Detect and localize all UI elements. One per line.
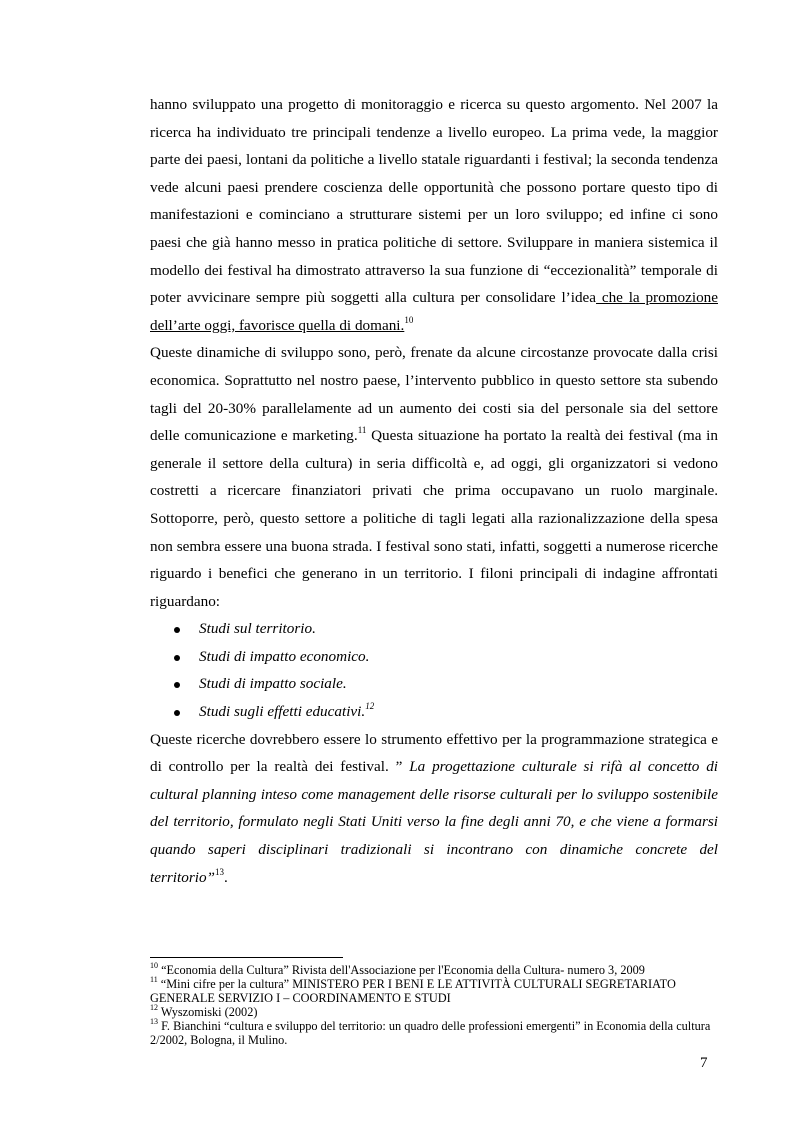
footnote-text: “Economia della Cultura” Rivista dell'Associazione per l'Economia della Cultura- numero 3, 2009 bbox=[158, 963, 645, 977]
paragraph-3 bbox=[150, 726, 718, 892]
list-item bbox=[172, 643, 718, 671]
list-item-text: Studi di impatto economico. bbox=[199, 647, 370, 665]
footnote-text: Wyszomiski (2002) bbox=[158, 1005, 258, 1020]
footnote-ref-13[interactable]: 13 bbox=[215, 866, 224, 877]
footnote-ref-10[interactable]: 10 bbox=[404, 314, 414, 325]
list-item-text: Studi sugli effetti educativi. bbox=[199, 703, 366, 721]
footnote-12 bbox=[150, 1005, 718, 1019]
list-item bbox=[172, 698, 718, 726]
page-number: 7 bbox=[700, 1055, 708, 1071]
paragraph-3-end: . bbox=[224, 868, 228, 886]
footnotes bbox=[150, 960, 718, 1048]
paragraph-2-text-b: Questa situazione ha portato la realtà dei festival (ma in generale il settore della cultura) in seria difficoltà e, ad oggi, gli organizzatori si vedono costretti a ricercare finanziatori privati che prima occupavano un ruolo marginale. Sottoporre, però, questo settore a politiche di tagli legati alla razionalizzazione della spesa non sembra essere una buona strada. I festival sono stati, infatti, soggetti a numerose ricerche riguardo i benefici che generano in un territorio. I filoni principali di indagine affrontati riguardano: bbox=[150, 427, 718, 610]
footnote-text: “Mini cifre per la cultura” MINISTERO PER I BENI E LE ATTIVITÀ CULTURALI SEGRETARIATO GENERALE SERVIZIO I – COORDINAMENTO E STUDI bbox=[150, 977, 676, 1006]
list-item bbox=[172, 670, 718, 698]
footnote-13 bbox=[150, 1019, 718, 1047]
paragraph-3-text: Queste ricerche dovrebbero essere lo strumento effettivo per la programmazione strategica e di controllo per la realtà dei festival. ” bbox=[150, 730, 718, 776]
body-text bbox=[150, 91, 718, 891]
paragraph-1-text: hanno sviluppato una progetto di monitoraggio e ricerca su questo argomento. Nel 2007 la ricerca ha individuato tre principali tendenze a livello europeo. La prima vede, la maggior parte dei paesi, lontani da politiche a livello statale riguardanti i festival; la seconda tendenza vede alcuni paesi prendere coscienza delle opportunità che possono portare questo tipo di manifestazioni e cominciano a strutturare sistemi per un loro sviluppo; ed infine ci sono paesi che già hanno messo in pratica politiche di settore. Sviluppare in maniera sistemica il modello dei festival ha dimostrato attraverso la sua funzione di “eccezionalità” temporale di poter avvicinare sempre più soggetti alla cultura per consolidare l’idea bbox=[150, 96, 718, 307]
footnote-number: 12 bbox=[150, 1003, 158, 1013]
footnote-ref-11[interactable]: 11 bbox=[357, 425, 367, 436]
footnote-11 bbox=[150, 977, 718, 1005]
footnote-number: 10 bbox=[150, 960, 158, 970]
footnote-10 bbox=[150, 960, 718, 977]
footnote-text: F. Bianchini “cultura e sviluppo del territorio: un quadro delle professioni emergenti” in Economia della cultura 2/2002, Bologna, il Mulino. bbox=[150, 1019, 711, 1048]
research-topics-list bbox=[150, 615, 718, 725]
paragraph-2-text-a: Queste dinamiche di sviluppo sono, però, frenate da alcune circostanze provocate dalla crisi economica. Soprattutto nel nostro paese, l’intervento pubblico in questo settore sta subendo tagli del 20-30% parallelamente ad un aumento dei costi sia del personale sia del settore delle comunicazione e marketing. bbox=[150, 344, 718, 445]
footnote-ref-12[interactable]: 12 bbox=[365, 701, 375, 711]
footnote-number: 11 bbox=[150, 975, 158, 984]
paragraph-2 bbox=[150, 339, 718, 615]
footnote-separator bbox=[150, 957, 343, 958]
underlined-phrase: che la promozione dell’arte oggi, favorisce quella di domani. bbox=[150, 289, 718, 334]
footnote-number: 13 bbox=[150, 1017, 158, 1027]
quotation: La progettazione culturale si rifà al concetto di cultural planning inteso come management delle risorse culturali per lo sviluppo sostenibile del territorio, formulato negli Stati Uniti verso la fine degli anni 70, e che viene a formarsi quando saperi disciplinari tradizionali si incontrano con dinamiche concrete del territorio” bbox=[150, 758, 719, 886]
list-item-text: Studi sul territorio. bbox=[199, 620, 316, 638]
list-item-text: Studi di impatto sociale. bbox=[199, 675, 347, 693]
list-item bbox=[172, 615, 718, 643]
paragraph-1 bbox=[150, 91, 718, 339]
